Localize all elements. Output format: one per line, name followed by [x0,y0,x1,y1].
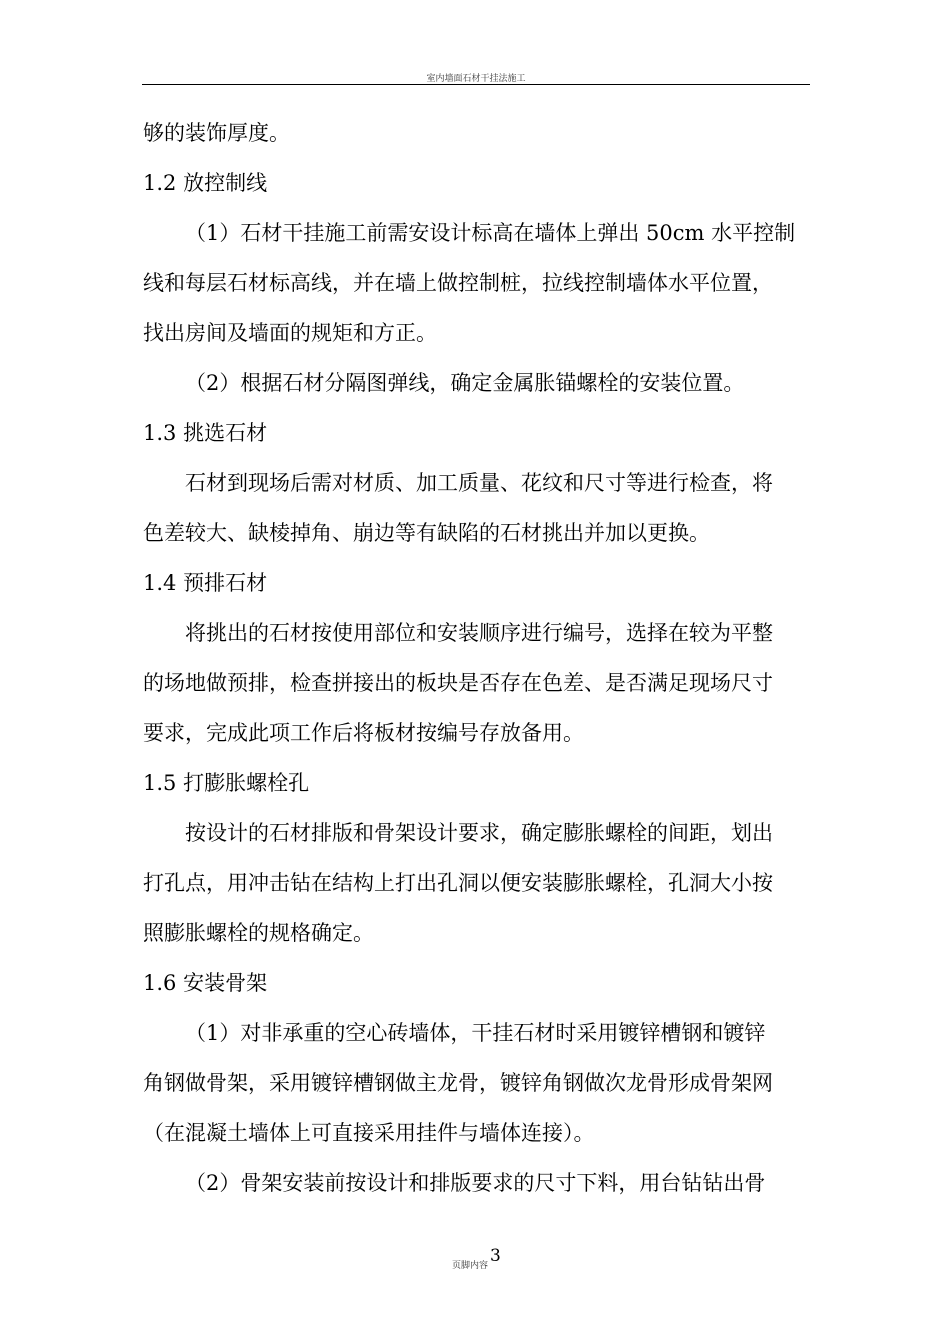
page-header [142,70,810,85]
paragraph-line: 色差较大、缺棱掉角、崩边等有缺陷的石材挑出并加以更换。 [143,521,710,545]
paragraph-line: 将挑出的石材按使用部位和安装顺序进行编号，选择在较为平整 [185,621,773,645]
paragraph-line: 角钢做骨架，采用镀锌槽钢做主龙骨，镀锌角钢做次龙骨形成骨架网 [143,1071,773,1095]
paragraph-line: 要求，完成此项工作后将板材按编号存放备用。 [143,721,584,745]
paragraph-line: 按设计的石材排版和骨架设计要求，确定膨胀螺栓的间距，划出 [185,821,773,845]
paragraph-line: 找出房间及墙面的规矩和方正。 [143,321,437,345]
section-heading-1-4: 1.4 预排石材 [143,571,268,595]
section-heading-1-6: 1.6 安装骨架 [143,971,268,995]
paragraph-line: 够的装饰厚度。 [143,121,290,145]
document-body [143,108,811,1208]
page-footer [0,1246,950,1276]
paragraph-line: （2）根据石材分隔图弹线，确定金属胀锚螺栓的安装位置。 [185,371,745,395]
paragraph-line: 照膨胀螺栓的规格确定。 [143,921,374,945]
header-title: 室内墙面石材干挂法施工 [426,74,526,84]
section-heading-1-3: 1.3 挑选石材 [143,421,268,445]
section-heading-1-2: 1.2 放控制线 [143,171,268,195]
paragraph-line: （1）石材干挂施工前需安设计标高在墙体上弹出 50cm 水平控制 [185,221,796,245]
paragraph-line: （在混凝土墙体上可直接采用挂件与墙体连接）。 [143,1121,595,1145]
page-number: 3 [490,1246,501,1266]
paragraph-line: 打孔点，用冲击钻在结构上打出孔洞以便安装膨胀螺栓，孔洞大小按 [143,871,773,895]
paragraph-line: 石材到现场后需对材质、加工质量、花纹和尺寸等进行检查，将 [185,471,773,495]
paragraph-line: 线和每层石材标高线，并在墙上做控制桩，拉线控制墙体水平位置， [143,271,773,295]
paragraph-line: 的场地做预排，检查拼接出的板块是否存在色差、是否满足现场尺寸 [143,671,773,695]
section-heading-1-5: 1.5 打膨胀螺栓孔 [143,771,310,795]
footer-label: 页脚内容 [452,1261,489,1271]
paragraph-line: （2）骨架安装前按设计和排版要求的尺寸下料，用台钻钻出骨 [185,1171,766,1195]
paragraph-line: （1）对非承重的空心砖墙体，干挂石材时采用镀锌槽钢和镀锌 [185,1021,766,1045]
